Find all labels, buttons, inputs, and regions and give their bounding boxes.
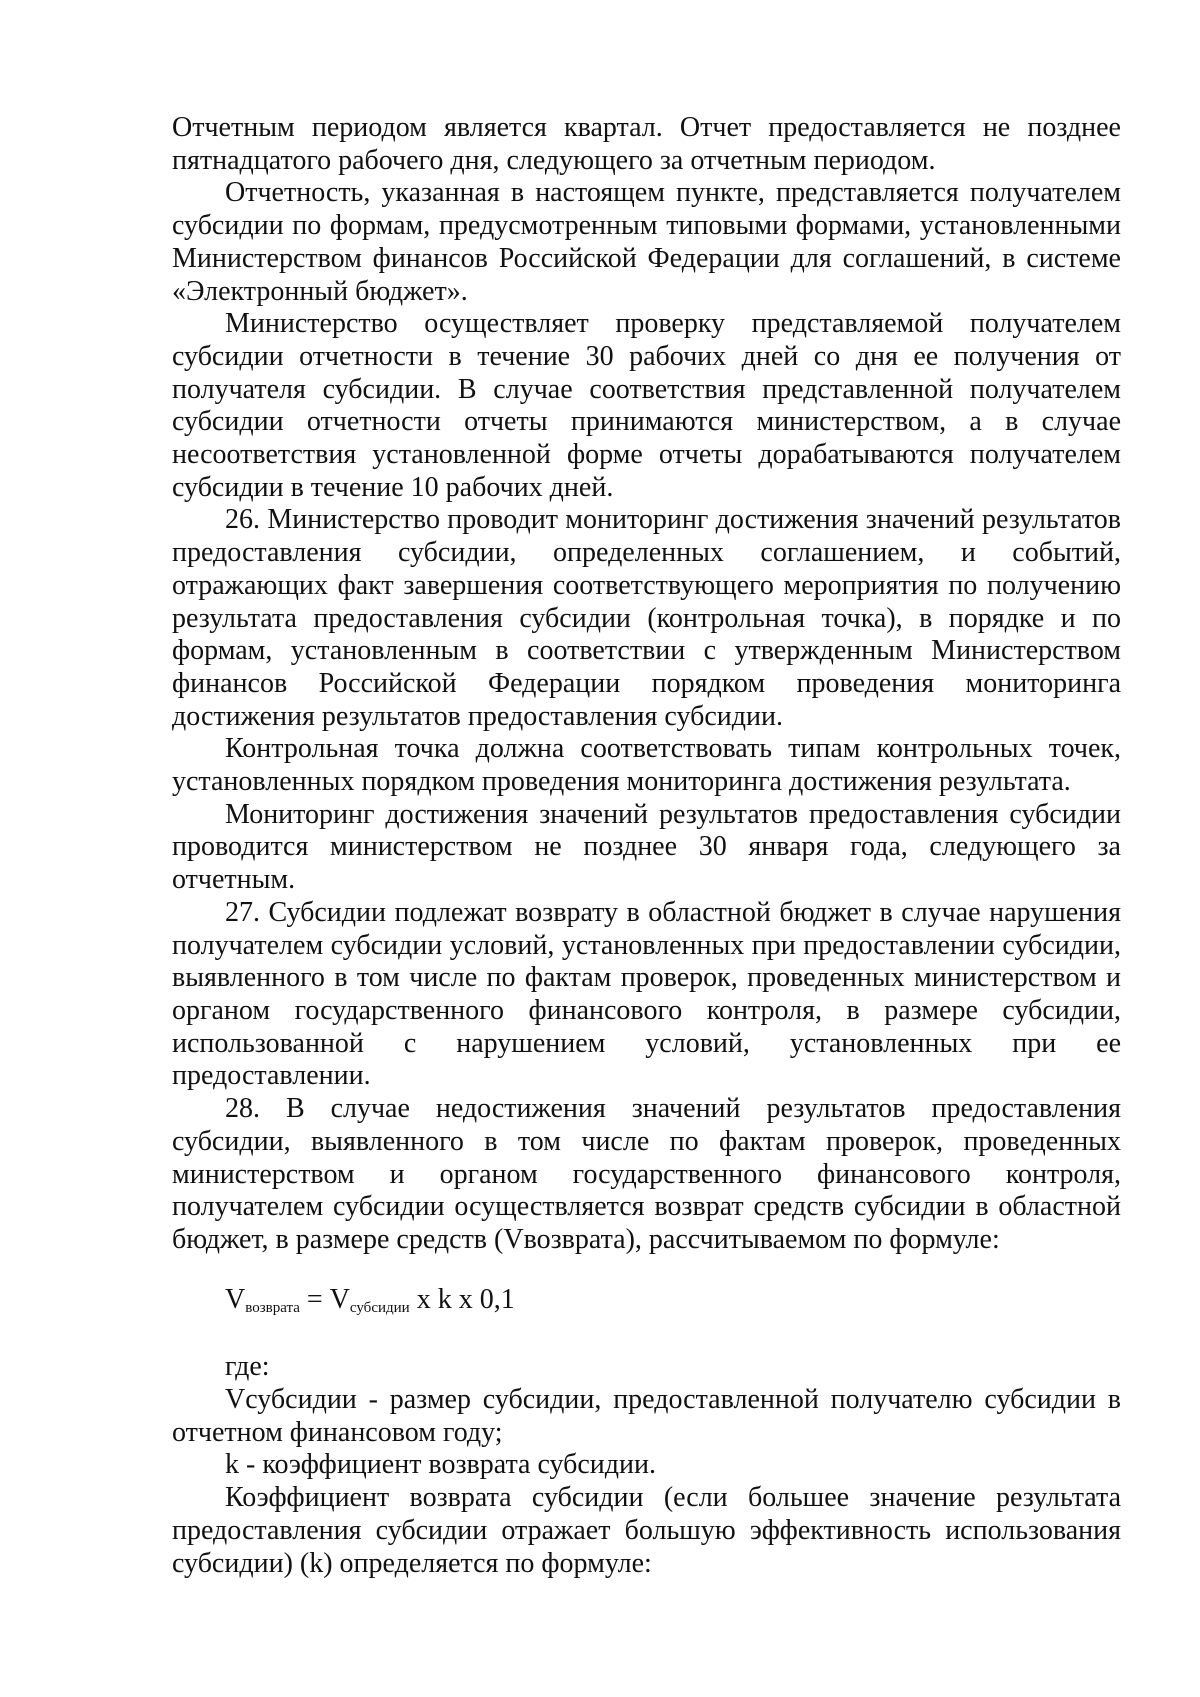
formula-rhs-subscript: субсидии [349, 1299, 410, 1316]
paragraph-reporting-period: Отчетным периодом является квартал. Отчет предоставляется не позднее пятнадцатого рабочего дня, следующего за отчетным периодом. [172, 112, 1121, 176]
definition-k: k - коэффициент возврата субсидии. [225, 1449, 657, 1481]
formula-equals: = [299, 1283, 330, 1315]
paragraph-report-verification: Министерство осуществляет проверку представляемой получателем субсидии отчетности в течение 30 рабочих дней со дня ее получения от получателя субсидии. В случае соответствия представленной получателем субсидии отчетности отчеты принимаются министерством, а в случае несоответствия установленной форме отчеты дорабатываются получателем субсидии в течение 10 рабочих дней. [172, 308, 1121, 503]
refund-formula [172, 1284, 1121, 1325]
where-label: где: [225, 1351, 270, 1383]
paragraph-control-point: Контрольная точка должна соответствовать типам контрольных точек, установленных порядком проведения мониторинга достижения результата. [172, 733, 1121, 798]
formula-lhs-subscript: возврата [245, 1299, 300, 1316]
paragraph-item-28: 28. В случае недостижения значений результатов предоставления субсидии, выявленного в том числе по фактам проверок, проведенных министерством и органом государственного финансового контроля, получателем субсидии осуществляется возврат средств субсидии в областной бюджет, в размере средств (Vвозврата), рассчитываемом по формуле: [172, 1093, 1121, 1255]
document-body [172, 112, 1121, 1580]
formula-lhs-base: V [225, 1283, 246, 1315]
paragraph-reporting-forms: Отчетность, указанная в настоящем пункте, представляется получателем субсидии по формам, предусмотренным типовыми формами, установленными Министерством финансов Российской Федерации для соглашений, в системе «Электронный бюджет». [172, 177, 1121, 307]
formula-rhs-base: V [329, 1283, 350, 1315]
paragraph-coefficient: Коэффициент возврата субсидии (если большее значение результата предоставления субсидии отражает большую эффективность использования субсидии) (k) определяется по формуле: [172, 1482, 1121, 1579]
paragraph-item-27: 27. Субсидии подлежат возврату в областной бюджет в случае нарушения получателем субсидии условий, установленных при предоставлении субсидии, выявленного в том числе по фактам проверок, проведенных министерством и органом государственного финансового контроля, в размере субсидии, использованной с нарушением условий, установленных при ее предоставлении. [172, 896, 1121, 1092]
definition-v-subsidy: Vсубсидии - размер субсидии, предоставленной получателю субсидии в отчетном финансовом году; [172, 1384, 1121, 1448]
paragraph-monitoring-deadline: Мониторинг достижения значений результатов предоставления субсидии проводится министерством не позднее 30 января года, следующего за отчетным. [172, 798, 1121, 896]
paragraph-item-26: 26. Министерство проводит мониторинг достижения значений результатов предоставления субсидии, определенных соглашением, и событий, отражающих факт завершения соответствующего мероприятия по получению результата предоставления субсидии (контрольная точка), в порядке и по формам, установленным в соответствии с утвержденным Министерством финансов Российской Федерации порядком проведения мониторинга достижения результатов предоставления субсидии. [172, 504, 1121, 732]
formula-rhs-rest: x k x 0,1 [409, 1283, 515, 1315]
